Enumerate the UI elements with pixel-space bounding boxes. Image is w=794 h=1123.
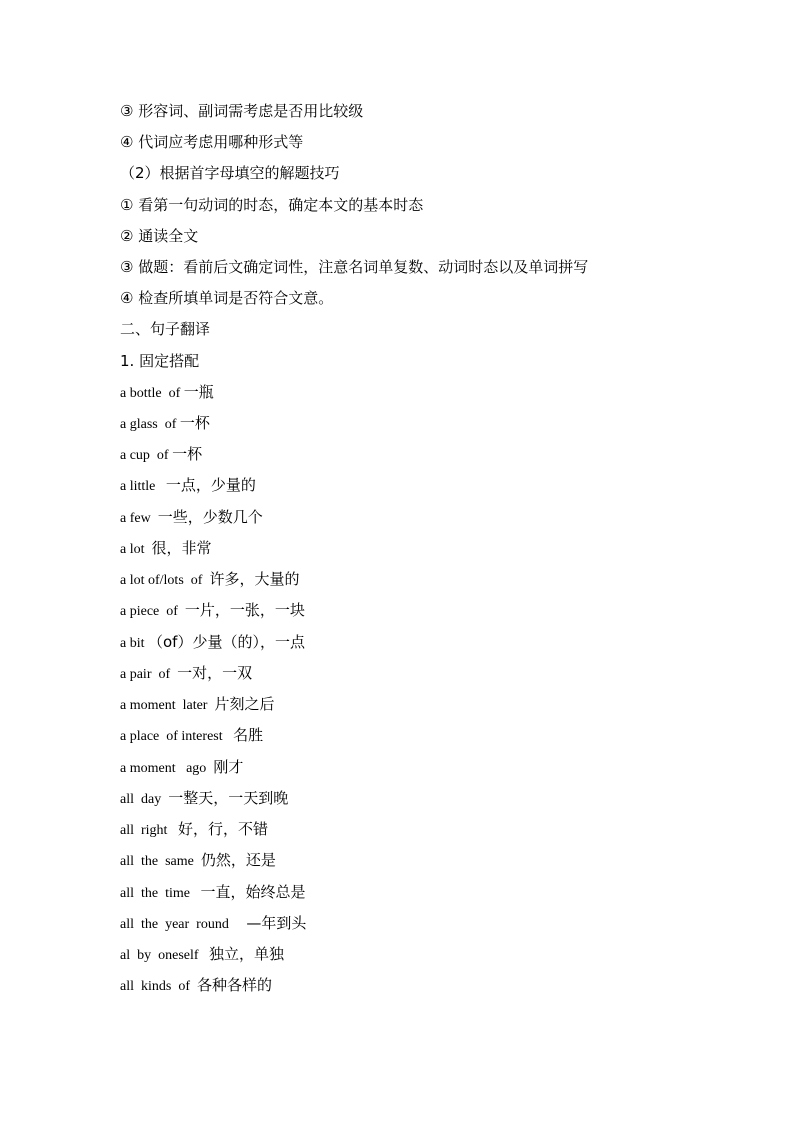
phrase-chinese: 片刻之后 bbox=[214, 695, 275, 713]
phrase-chinese: 独立，单独 bbox=[209, 945, 285, 963]
phrase-row bbox=[120, 413, 210, 435]
tip-line: ④ 检查所填单词是否符合文意。 bbox=[120, 289, 334, 307]
phrase-row bbox=[120, 507, 263, 529]
phrase-row bbox=[120, 819, 268, 841]
phrase-chinese: 一点，少量的 bbox=[165, 476, 256, 494]
section-heading: 二、句子翻译 bbox=[120, 320, 211, 338]
phrase-row bbox=[120, 850, 276, 872]
tip-line: ③ 形容词、副词需考虑是否用比较级 bbox=[120, 102, 364, 120]
phrase-english: a little bbox=[120, 479, 166, 494]
phrase-chinese: 一些，少数几个 bbox=[157, 508, 263, 526]
phrase-english: a moment later bbox=[120, 698, 215, 713]
phrase-row bbox=[120, 757, 243, 779]
phrase-row bbox=[120, 600, 305, 622]
phrase-english: a cup of bbox=[120, 448, 173, 463]
phrase-english: all right bbox=[120, 823, 178, 838]
phrase-english: a lot of/lots of bbox=[120, 573, 210, 588]
phrase-row bbox=[120, 788, 288, 810]
phrase-row bbox=[120, 913, 306, 935]
phrase-chinese: 一瓶 bbox=[183, 383, 214, 401]
tip-line: ① 看第一句动词的时态，确定本文的基本时态 bbox=[120, 196, 424, 214]
phrase-english: a pair of bbox=[120, 667, 178, 682]
phrase-chinese: 刚才 bbox=[213, 758, 244, 776]
phrase-chinese: （of）少量（的），一点 bbox=[148, 633, 305, 651]
phrase-english: a moment ago bbox=[120, 761, 214, 776]
phrase-row bbox=[120, 694, 274, 716]
tip-heading: （2）根据首字母填空的解题技巧 bbox=[120, 164, 340, 182]
phrase-chinese: 许多，大量的 bbox=[209, 570, 300, 588]
phrase-row bbox=[120, 538, 212, 560]
phrase-english: a place of interest bbox=[120, 729, 234, 744]
phrase-row bbox=[120, 663, 252, 685]
phrase-row bbox=[120, 632, 305, 654]
phrase-english: all the time bbox=[120, 886, 201, 901]
phrase-chinese: —年到头 bbox=[246, 914, 307, 932]
phrase-row bbox=[120, 944, 284, 966]
tip-line: ③ 做题：看前后文确定词性，注意名词单复数、动词时态以及单词拼写 bbox=[120, 258, 589, 276]
phrase-english: a lot bbox=[120, 542, 152, 557]
phrase-chinese: 名胜 bbox=[233, 726, 264, 744]
phrase-chinese: 好，行，不错 bbox=[177, 820, 268, 838]
phrase-chinese: 一片，一张，一块 bbox=[184, 601, 305, 619]
subsection-heading: 1. 固定搭配 bbox=[120, 352, 200, 370]
tip-line: ② 通读全文 bbox=[120, 227, 199, 245]
phrase-english: all kinds of bbox=[120, 979, 197, 994]
phrase-chinese: 一整天，一天到晚 bbox=[168, 789, 289, 807]
phrase-english: all the same bbox=[120, 854, 201, 869]
phrase-row bbox=[120, 444, 202, 466]
phrase-english: a piece of bbox=[120, 604, 185, 619]
phrase-chinese: 一对，一双 bbox=[177, 664, 253, 682]
phrase-row bbox=[120, 475, 256, 497]
phrase-chinese: 一杯 bbox=[172, 445, 203, 463]
phrase-chinese: 一杯 bbox=[179, 414, 210, 432]
phrase-chinese: 很，非常 bbox=[151, 539, 212, 557]
phrase-english: a bottle of bbox=[120, 386, 184, 401]
phrase-english: a bit bbox=[120, 636, 148, 651]
phrase-row bbox=[120, 382, 214, 404]
phrase-english: a few bbox=[120, 511, 158, 526]
phrase-chinese: 仍然，还是 bbox=[200, 851, 276, 869]
phrase-english: all the year round bbox=[120, 917, 247, 932]
tip-line: ④ 代词应考虑用哪种形式等 bbox=[120, 133, 304, 151]
phrase-chinese: 一直，始终总是 bbox=[200, 883, 306, 901]
phrase-english: a glass of bbox=[120, 417, 180, 432]
phrase-english: all day bbox=[120, 792, 169, 807]
phrase-row bbox=[120, 569, 299, 591]
phrase-chinese: 各种各样的 bbox=[197, 976, 273, 994]
phrase-row bbox=[120, 882, 306, 904]
phrase-row bbox=[120, 725, 263, 747]
phrase-row bbox=[120, 975, 272, 997]
phrase-english: al by oneself bbox=[120, 948, 210, 963]
